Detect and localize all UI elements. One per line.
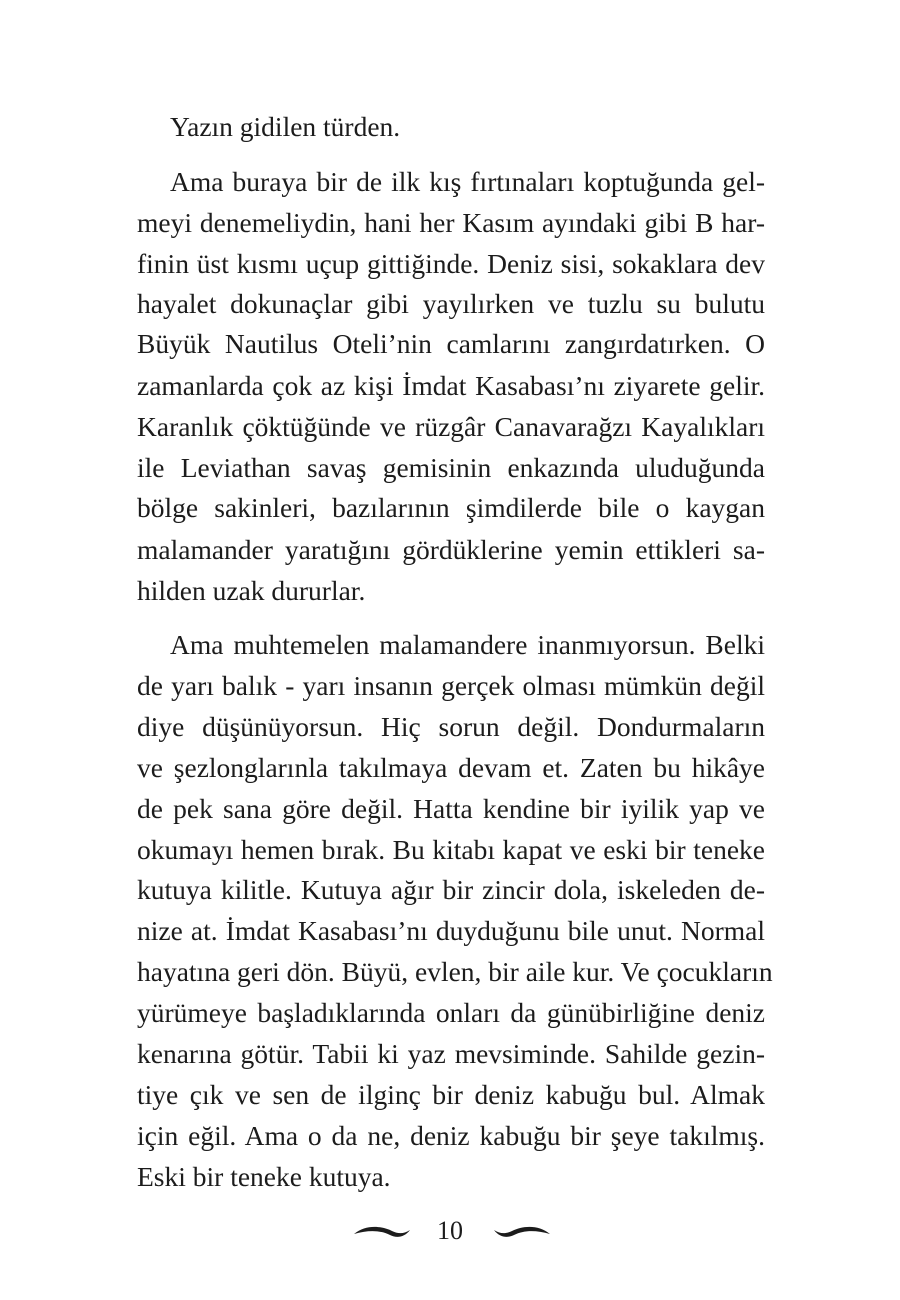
text-line: Yazın gidilen türden. bbox=[170, 111, 401, 142]
text-line: Karanlık çöktüğünde ve rüzgâr Canavarağzı Kayalıkları bbox=[137, 411, 765, 442]
text-line: yürümeye başladıklarında onları da günübirliğine deniz bbox=[137, 997, 765, 1028]
text-line: malamander yaratığını gördüklerine yemin ettikleri sa- bbox=[137, 534, 765, 565]
left-swash-ornament-icon bbox=[352, 1222, 412, 1242]
text-line: meyi denemeliydin, hani her Kasım ayındaki gibi B har- bbox=[137, 207, 765, 238]
text-line: Büyük Nautilus Oteli’nin camlarını zangırdatırken. O bbox=[137, 328, 765, 359]
text-line: kenarına götür. Tabii ki yaz mevsiminde. Sahilde gezin- bbox=[137, 1038, 765, 1069]
text-line: tiye çık ve sen de ilginç bir deniz kabuğu bul. Almak bbox=[137, 1079, 765, 1110]
right-swash-ornament-icon bbox=[492, 1222, 552, 1242]
text-line: bölge sakinleri, bazılarının şimdilerde bile o kaygan bbox=[137, 492, 765, 523]
text-line: için eğil. Ama o da ne, deniz kabuğu bir şeye takılmış. bbox=[137, 1120, 765, 1151]
page-footer bbox=[0, 1212, 900, 1252]
text-line: ve şezlonglarınla takılmaya devam et. Zaten bu hikâye bbox=[137, 752, 765, 783]
text-line: hayatına geri dön. Büyü, evlen, bir aile kur. Ve çocukların bbox=[137, 956, 773, 987]
text-line: okumayı hemen bırak. Bu kitabı kapat ve eski bir teneke bbox=[137, 834, 765, 865]
text-line: Ama buraya bir de ilk kış fırtınaları koptuğunda gel- bbox=[170, 166, 765, 197]
text-line: Ama muhtemelen malamandere inanmıyorsun. Belki bbox=[170, 629, 765, 660]
text-line: ile Leviathan savaş gemisinin enkazında uluduğunda bbox=[137, 452, 765, 483]
text-line: Eski bir teneke kutuya. bbox=[137, 1161, 391, 1192]
text-line: zamanlarda çok az kişi İmdat Kasabası’nı ziyarete gelir. bbox=[137, 370, 765, 401]
text-line: kutuya kilitle. Kutuya ağır bir zincir dola, iskeleden de- bbox=[137, 874, 765, 905]
text-line: hilden uzak dururlar. bbox=[137, 575, 366, 606]
page-number: 10 bbox=[437, 1216, 463, 1245]
text-line: finin üst kısmı uçup gittiğinde. Deniz sisi, sokaklara dev bbox=[137, 248, 765, 279]
text-line: de pek sana göre değil. Hatta kendine bir iyilik yap ve bbox=[137, 793, 765, 824]
text-line: diye düşünüyorsun. Hiç sorun değil. Dondurmaların bbox=[137, 711, 765, 742]
text-line: nize at. İmdat Kasabası’nı duyduğunu bile unut. Normal bbox=[137, 915, 765, 946]
text-line: hayalet dokunaçlar gibi yayılırken ve tuzlu su bulutu bbox=[137, 288, 765, 319]
text-line: de yarı balık - yarı insanın gerçek olması mümkün değil bbox=[137, 670, 765, 701]
